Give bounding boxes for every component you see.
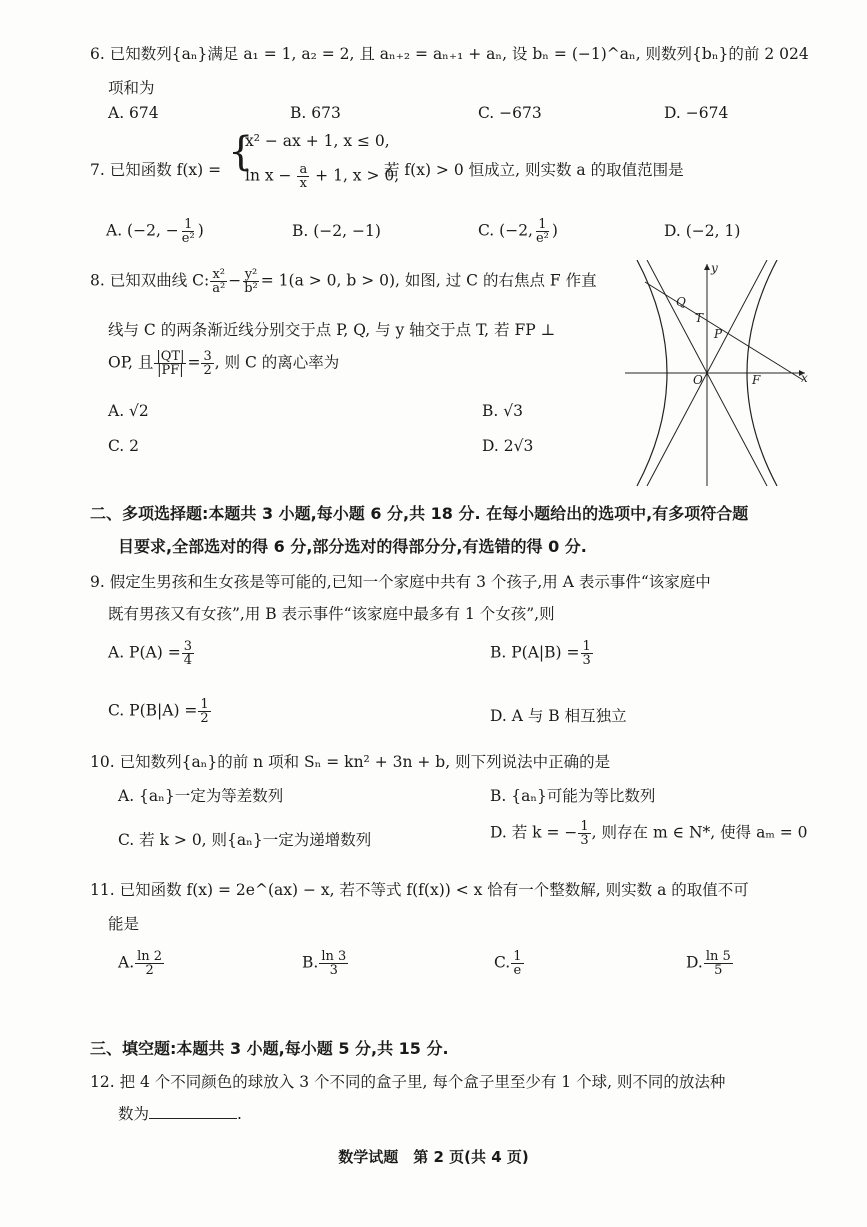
section-2-title: 二、多项选择题:本题共 3 小题,每小题 6 分,共 18 分. 在每小题给出的选项中,有多项符合题 (90, 504, 749, 523)
q6-option-b: B. 673 (290, 104, 341, 122)
q8-option-c: C. 2 (108, 437, 140, 455)
q7-case-2: ln x − $\frac{a}{x}$ + 1, x > 0, (245, 162, 400, 191)
label-f: F (752, 373, 761, 387)
q11-stem-1: 11. 已知函数 f(x) = 2e^(ax) − x, 若不等式 f(f(x)) < x 恰有一个整数解, 则实数 a 的取值不可 (90, 881, 749, 899)
q9-option-b: B. P(A|B) = $\frac{1}{3}$ (490, 639, 591, 668)
q6-stem-cont: 项和为 (108, 79, 155, 97)
label-p: P (714, 327, 723, 341)
q8-stem-3: OP, 且 $\frac{|QT|}{|PF|}$ = $\frac{3}{2}$ , 则 C 的离心率为 (108, 349, 340, 378)
q10-option-c: C. 若 k > 0, 则{aₙ}一定为递增数列 (118, 831, 372, 849)
q9-option-a: A. P(A) = $\frac{3}{4}$ (108, 639, 192, 668)
q7-suffix: 若 f(x) > 0 恒成立, 则实数 a 的取值范围是 (384, 161, 684, 179)
page-footer: 数学试题 第 2 页(共 4 页) (338, 1148, 529, 1166)
line-through-f (645, 282, 803, 380)
q9-option-d: D. A 与 B 相互独立 (490, 707, 627, 725)
q11-option-d: D. $\frac{\ln 5}{5}$ (686, 949, 731, 978)
q8-stem-1: 8. 已知双曲线 C: $\frac{\text{x²}}{\text{a²}}$ − $\frac{\text{y²}}{\text{b²}}$ = 1(a > 0, b > 0), 如图, 过 C 的右焦点 F 作直 (90, 267, 597, 296)
q8-stem-2: 线与 C 的两条渐近线分别交于点 P, Q, 与 y 轴交于点 T, 若 FP ⊥ (108, 321, 556, 339)
q6-option-a: A. 674 (108, 104, 159, 122)
label-t: T (695, 311, 704, 325)
q10-option-a: A. {aₙ}一定为等差数列 (118, 787, 284, 805)
label-q: Q (676, 295, 686, 309)
q10-option-b: B. {aₙ}可能为等比数列 (490, 787, 656, 805)
q8-option-b: B. √3 (482, 402, 523, 420)
q7-option-b: B. (−2, −1) (292, 222, 381, 240)
q12-stem-1: 12. 把 4 个不同颜色的球放入 3 个不同的盒子里, 每个盒子里至少有 1 个球, 则不同的放法种 (90, 1073, 726, 1091)
q10-stem: 10. 已知数列{aₙ}的前 n 项和 Sₙ = kn² + 3n + b, 则下列说法中正确的是 (90, 753, 611, 771)
q9-stem-1: 9. 假定生男孩和生女孩是等可能的,已知一个家庭中共有 3 个孩子,用 A 表示事件“该家庭中 (90, 573, 711, 591)
q7-option-d: D. (−2, 1) (664, 222, 741, 240)
q11-option-a: A. $\frac{\ln 2}{2}$ (118, 949, 163, 978)
hyperbola-figure (625, 260, 810, 488)
q12-answer-blank[interactable] (149, 1104, 237, 1119)
label-x: x (801, 371, 808, 385)
q7-prefix: 7. 已知函数 f(x) = (90, 161, 222, 179)
q11-option-c: C. $\frac{1}{e}$ (494, 949, 522, 978)
q12-stem-2: 数为 . (118, 1105, 242, 1123)
q11-stem-2: 能是 (108, 915, 140, 933)
q9-option-c: C. P(B|A) = $\frac{1}{2}$ (108, 697, 209, 726)
q7-option-a: A. (−2, − $\frac{1}{\text{e²}}$ ) (106, 217, 204, 246)
q7-option-c: C. (−2, $\frac{1}{\text{e²}}$ ) (478, 217, 558, 246)
q7-brace: { (228, 129, 254, 175)
section-3-title: 三、填空题:本题共 3 小题,每小题 5 分,共 15 分. (90, 1039, 449, 1058)
q10-option-d: D. 若 k = − $\frac{1}{3}$ , 则存在 m ∈ N*, 使得 aₘ = 0 (490, 819, 808, 848)
q9-stem-2: 既有男孩又有女孩”,用 B 表示事件“该家庭中最多有 1 个女孩”,则 (108, 605, 555, 623)
q7-case-1: x² − ax + 1, x ≤ 0, (245, 132, 390, 150)
q8-option-d: D. 2√3 (482, 437, 534, 455)
q8-option-a: A. √2 (108, 402, 149, 420)
label-o: O (693, 373, 703, 387)
q11-option-b: B. $\frac{\ln 3}{3}$ (302, 949, 347, 978)
section-2-instructions: 目要求,全部选对的得 6 分,部分选对的得部分分,有选错的得 0 分. (118, 537, 587, 556)
q6-option-c: C. −673 (478, 104, 542, 122)
q6-stem: 6. 已知数列{aₙ}满足 a₁ = 1, a₂ = 2, 且 aₙ₊₂ = aₙ₊₁ + aₙ, 设 bₙ = (−1)^aₙ, 则数列{bₙ}的前 2 024 (90, 45, 809, 63)
q6-option-d: D. −674 (664, 104, 729, 122)
label-y: y (711, 261, 718, 275)
